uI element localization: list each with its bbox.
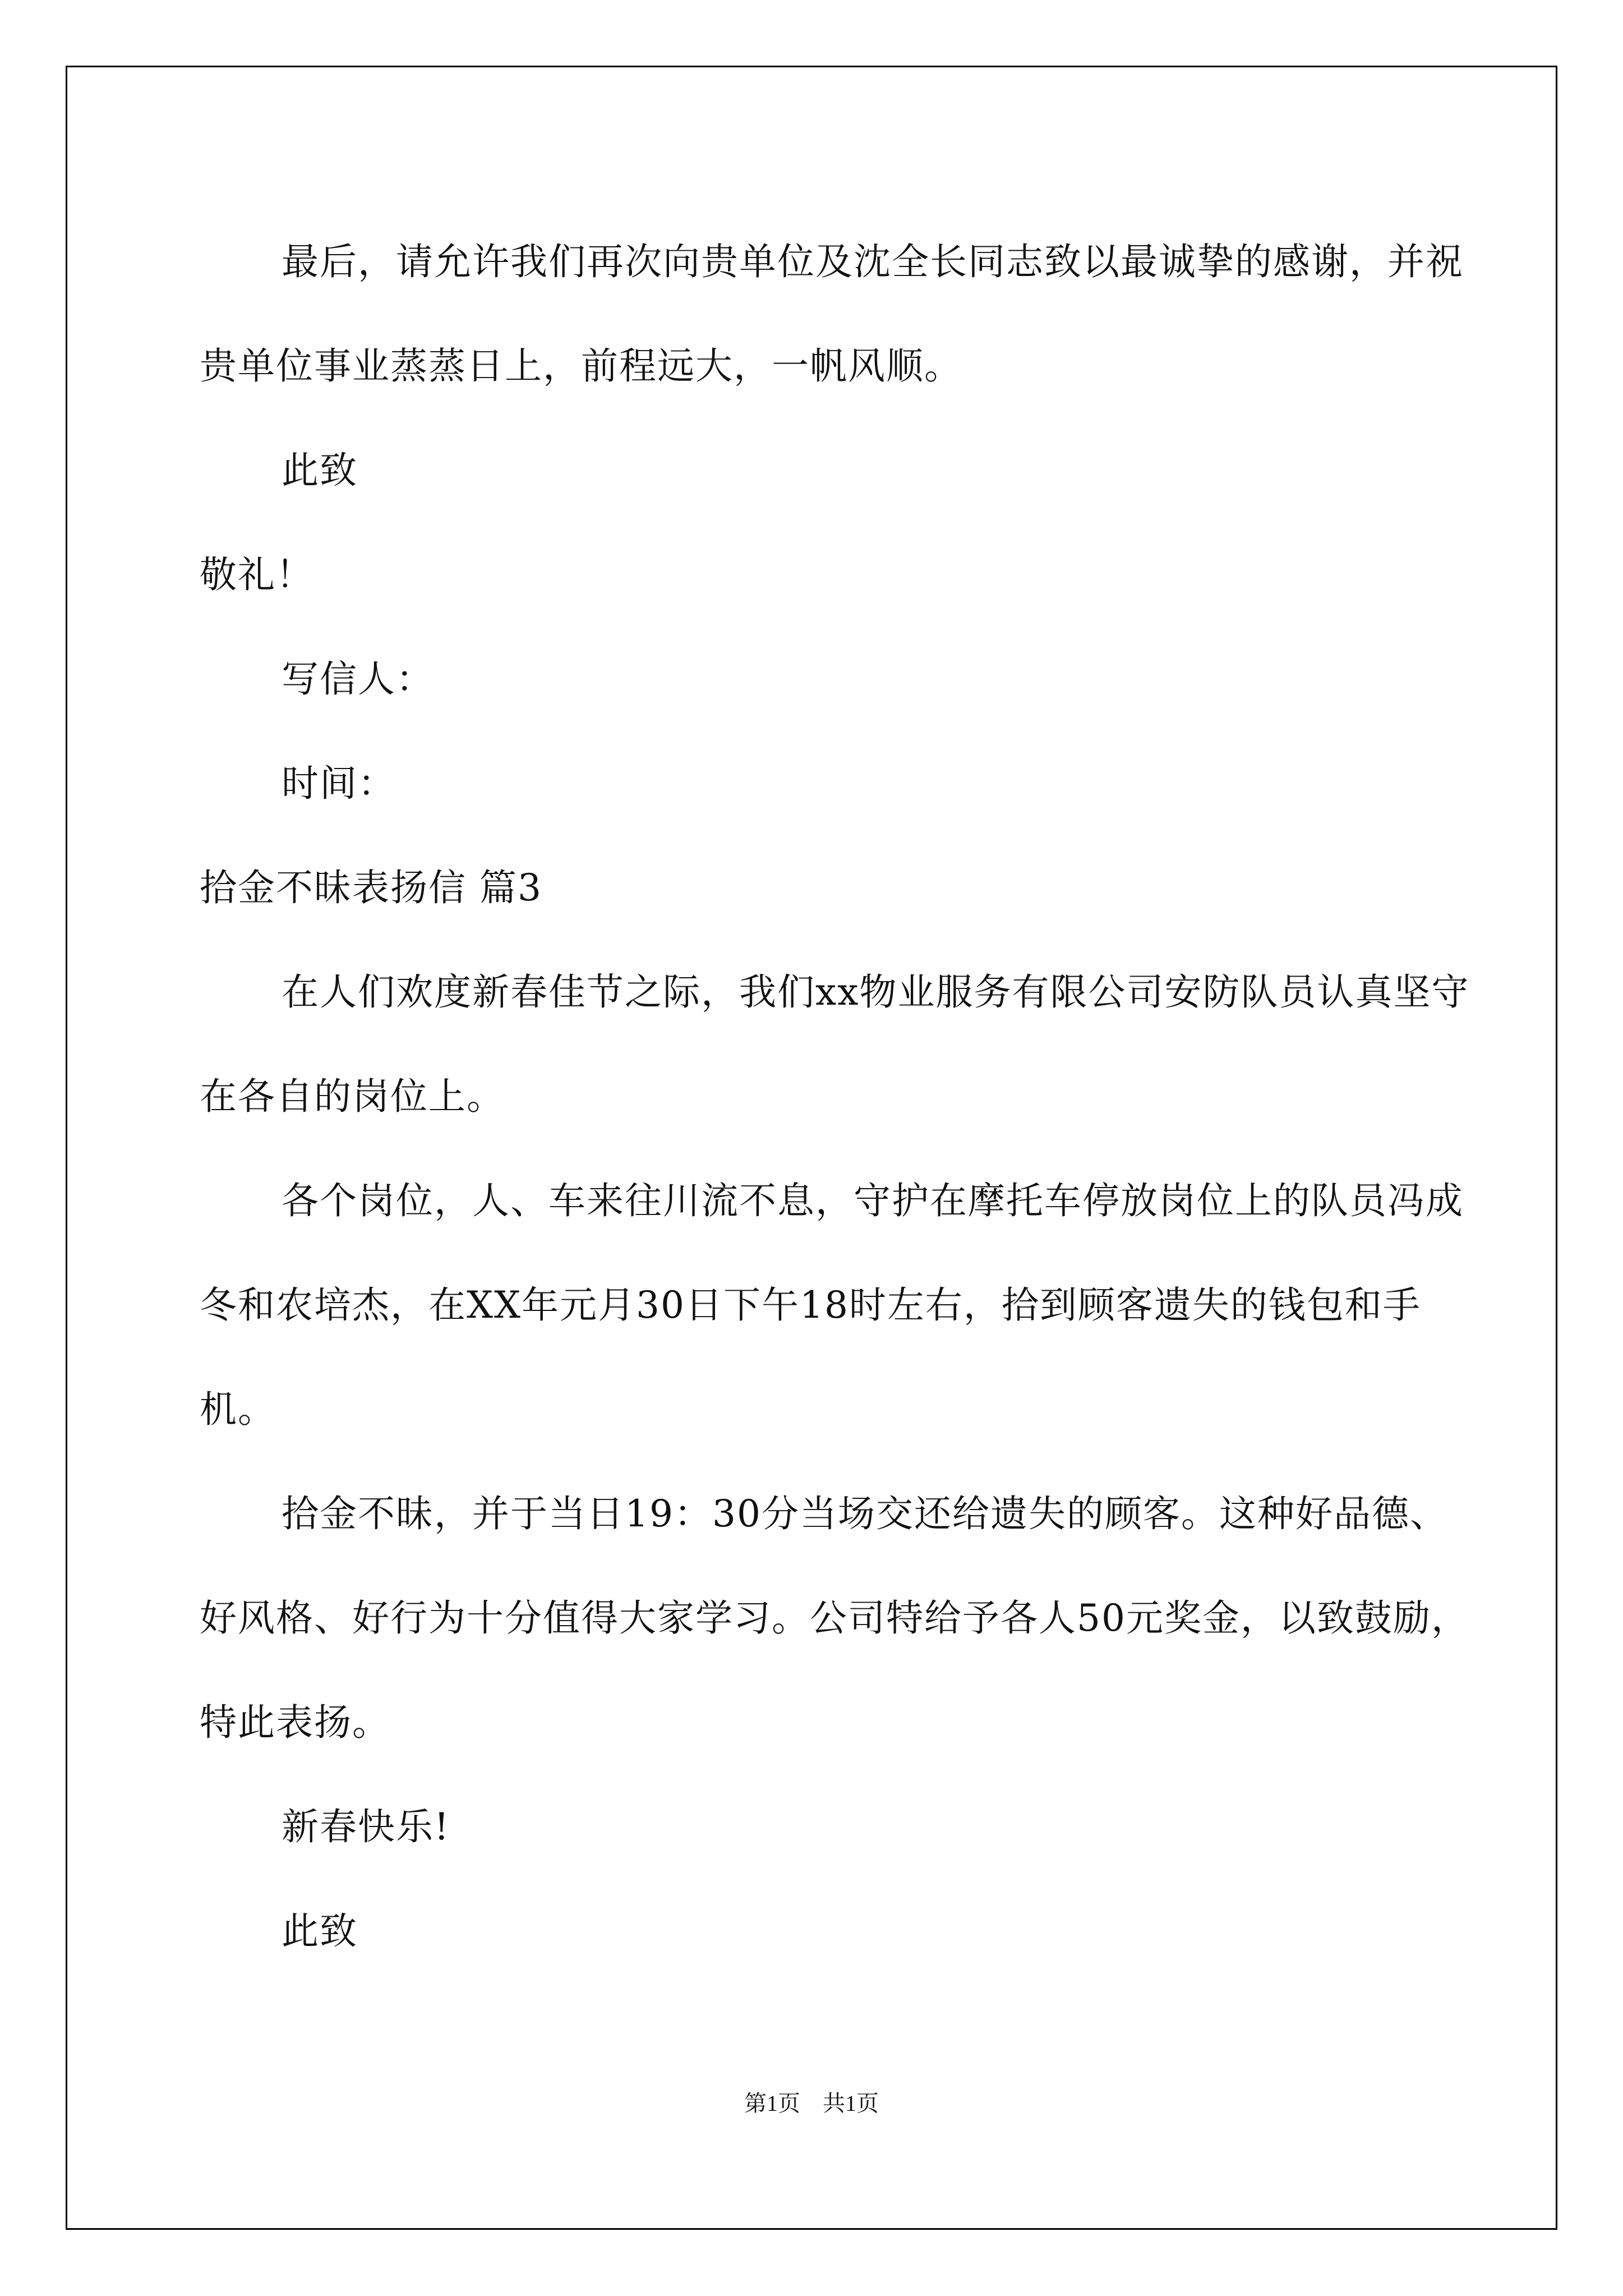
paragraph-salutation-jingli: 敬礼！ [200,553,314,596]
section-heading: 拾金不昧表扬信 篇3 [200,866,542,909]
paragraph-incident: 各个岗位，人、车来往川流不息，守护在摩托车停放岗位上的队员冯成冬和农培杰，在XX年元月30日下午18时左右，拾到顾客遗失的钱包和手机。 [200,1179,1464,1431]
document-body [200,210,1476,1984]
paragraph-salutation-cizhi-2: 此致 [282,1910,358,1953]
page-number: 第1页 共1页 [744,2091,879,2116]
paragraph-praise: 拾金不昧，并于当日19：30分当场交还给遗失的顾客。这种好品德、好风格、好行为十分值得大家学习。公司特给予各人50元奖金，以致鼓励，特此表扬。 [200,1492,1469,1744]
paragraph-closing-thanks: 最后，请允许我们再次向贵单位及沈全长同志致以最诚挚的感谢，并祝贵单位事业蒸蒸日上，前程远大，一帆风顺。 [200,240,1464,388]
paragraph-salutation-cizhi: 此致 [282,449,358,492]
paragraph-greeting: 新春快乐! [282,1805,450,1848]
paragraph-intro: 在人们欢度新春佳节之际，我们xx物业服务有限公司安防队员认真坚守在各自的岗位上。 [200,970,1470,1118]
paragraph-date: 时间： [282,762,396,805]
paragraph-writer: 写信人： [282,657,434,701]
